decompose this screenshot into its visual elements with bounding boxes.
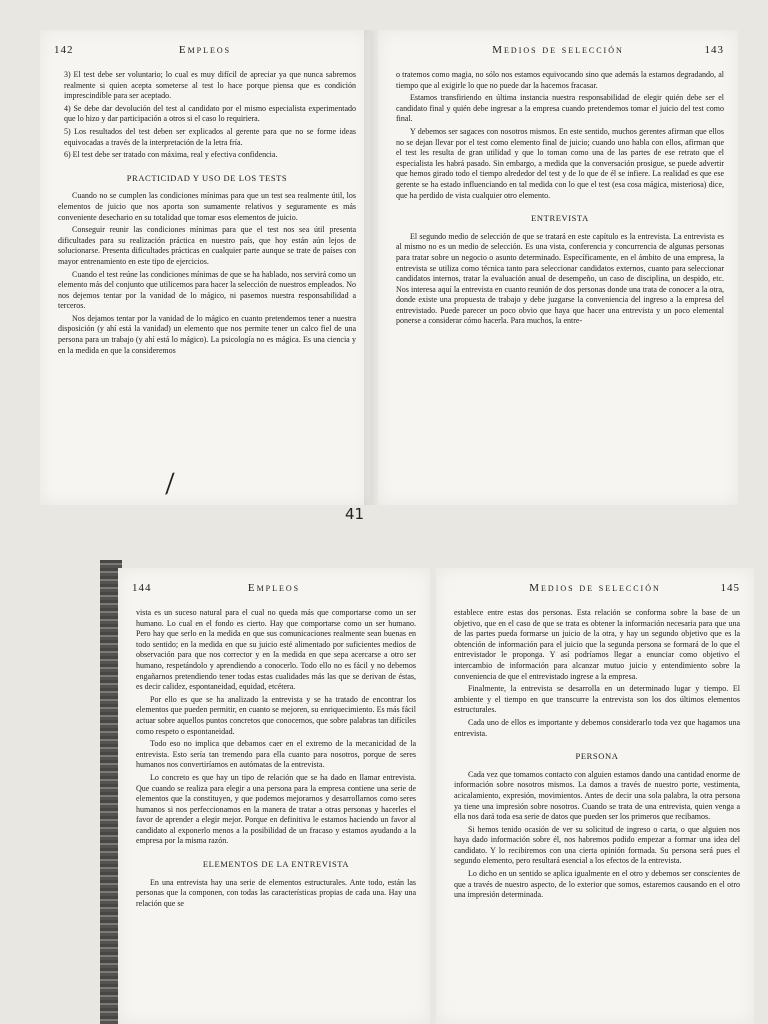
page-number: 143 bbox=[704, 44, 724, 56]
page-body bbox=[58, 70, 356, 358]
page-number: 142 bbox=[54, 44, 74, 56]
paragraph: Lo dicho en un sentido se aplica igualmente en el otro y debemos ser conscientes de que a través de nuestro aspecto, de lo exterior que somos, estaremos causando en el otro una impresión determinada. bbox=[454, 869, 740, 900]
paragraph: Finalmente, la entrevista se desarrolla en un determinado lugar y tiempo. El ambiente y el tiempo en que transcurre la entrevista son los dos últimos elementos estructurales. bbox=[454, 684, 740, 715]
page-body bbox=[454, 608, 740, 903]
list-item: 5) Los resultados del test deben ser explicados al gerente para que no se forme ideas equivocadas a través de la interpretación de la letra fría. bbox=[64, 126, 356, 147]
paragraph: En una entrevista hay una serie de elementos estructurales. Ante todo, están las personas que la componen, con todas las características propias de cada una. Hay una relación que se bbox=[136, 877, 416, 908]
paragraph: Cada vez que tomamos contacto con alguien estamos dando una cantidad enorme de información sobre nosotros mismos. La damos a través de nuestro porte, vestimenta, acicalamiento, expresión, movimientos. Antes de decir una sola palabra, la otra persona ya tiene una impresión sobre nosotros. Cuando se trata de una entrevista, quien venga a ella nos dará toda esa serie de datos que pueden ser los primeros que recibamos. bbox=[454, 769, 740, 822]
page-144 bbox=[118, 568, 430, 1024]
pen-mark-icon: ⁄ bbox=[164, 469, 176, 501]
page-145 bbox=[436, 568, 754, 1024]
paragraph: vista es un suceso natural para el cual no queda más que comportarse como un ser humano. Lo cual en el fondo es cierto. Hay que comportarse como un ser humano. Pero hay que serlo en la medida en que sus comunicaciones realmente sean buenas en todo sentido; en la medida en que su juicio esté alimentado por suficientes medios de observación para que nos corrector y en la medida en que sepa acercarse a otro ser humano, respetándolo y aprendiendo a conocerlo. Todo ello no es fácil y no debemos engañarnos pretendiendo tener todas estas cualidades más las que se derivan de éstas, es decir calidez, espontaneidad, equidad, etcétera. bbox=[136, 608, 416, 692]
paragraph: Cuando el test reúne las condiciones mínimas de que se ha hablado, nos servirá como un elemento más del conjunto que utilicemos para hacer la selección de nuestros empleados. No nos dejemos tentar por la vanidad de lo mágico, ni pasemos nuestra responsabilidad a terceros. bbox=[58, 269, 356, 311]
book-gutter-shadow bbox=[364, 30, 378, 505]
page-header bbox=[132, 582, 416, 598]
list-item: 4) Se debe dar devolución del test al candidato por el mismo especialista experimentado que lo hizo y dar participación a otros si el caso lo requiriera. bbox=[64, 103, 356, 124]
running-head: Medios de selección bbox=[492, 44, 624, 56]
page-142 bbox=[40, 30, 370, 505]
running-head: Empleos bbox=[178, 44, 232, 56]
section-heading: ELEMENTOS DE LA ENTREVISTA bbox=[202, 859, 350, 870]
paragraph: Todo eso no implica que debamos caer en el extremo de la mecanicidad de la entrevista. Esto sería tan tremendo para ella cuanto para nosotros, porque de seres humanos nos convertiríamos en autómatas de la entrevista. bbox=[136, 739, 416, 770]
list-item: 6) El test debe ser tratado con máxima, real y efectiva confidencia. bbox=[64, 150, 278, 160]
paragraph: Nos dejamos tentar por la vanidad de lo mágico en cuanto pretendemos tener a nuestra disposición (y ahí está la vanidad) un elemento que nos permite tener un calco fiel de una persona para un trabajo (y ahí está lo mágico). La psicología no es mágica. Es una ciencia y en la medida en que la consideremos bbox=[58, 313, 356, 355]
paragraph: o tratemos como magia, no sólo nos estamos equivocando sino que además la estamos degradando, al tiempo que al exigirle lo que no puede dar la hacemos fracasar. bbox=[396, 70, 724, 90]
paragraph: Si hemos tenido ocasión de ver su solicitud de ingreso o carta, o que alguien nos haya dado información sobre él, nos habremos podido empezar a formar una idea del candidato. Y lo recibiremos con una cierta opinión formada. Su persona será pues el segundo elemento, pero resultará esencial a los efectos de la entrevista. bbox=[454, 824, 740, 866]
running-head: Empleos bbox=[247, 582, 301, 594]
paragraph: El segundo medio de selección de que se tratará en este capítulo es la entrevista. La entrevista es al mismo no es un medio de selección. Es una vista, conferencia y concurrencia de algunas personas para tratar sobre un negocio o asunto determinado. Específicamente, en el ámbito de una empresa, la entrevista se utiliza como técnica tanto para seleccionar candidatos externos, cuanto para seleccionar candidatos internos, tratar la evaluación anual de desempeño, un caso de disciplina, un despido, etc. Nos interesa aquí la entrevista en cuanto reunión de dos personas donde una trata de conocer a la otra, donde existe una propuesta de trabajo y debe juzgarse la conveniencia del ingreso a la empresa del entrevistado. Puede parecer un poco obvio que haya que hacer una entrevista y un poco elemental ponerse a considerar cómo hacerla. Para muchos, la entre- bbox=[396, 231, 724, 326]
paragraph: Conseguir reunir las condiciones mínimas para que el test nos sea útil presenta dificultades para su realización práctica en nuestro país, que hoy están aún lejos de solucionarse. Presenta dificultades prácticas en cualquier parte aunque se trate de países con mayor entrenamiento en este tipo de ejercicios. bbox=[58, 225, 356, 266]
page-number: 145 bbox=[720, 582, 740, 594]
paragraph: Cada uno de ellos es importante y debemos considerarlo toda vez que hagamos una entrevista. bbox=[454, 717, 740, 738]
paragraph: Lo concreto es que hay un tipo de relación que se ha dado en llamar entrevista. Que cuando se realiza para elegir a una persona para la empresa contiene una serie de elementos que la constituyen, y que podemos mejorarnos y desarrollarnos como seres humanos si nos perfeccionamos en la manera de tratar a otras personas y hacerles el favor de aprender a elegir mejor. Porque en definitiva le estamos haciendo un favor al candidato al exponerlo menos a la posibilidad de un fracaso y estamos ayudando a la empresa por la misma razón. bbox=[136, 772, 416, 846]
paragraph: Por ello es que se ha analizado la entrevista y se ha tratado de encontrar los elementos que pueden permitir, en cuanto se mejoren, su enriquecimiento. Es más fácil actuar sobre aquellos puntos concretos que conocemos, que sobre palabras tan difíciles como respeto o espontaneidad. bbox=[136, 694, 416, 736]
test-conditions-list bbox=[58, 70, 356, 161]
list-item: 3) El test debe ser voluntario; lo cual es muy difícil de apreciar ya que nunca sabremos realmente si quien acepta someterse al test lo hace porque piensa que es condición imprescindible para ser aceptado. bbox=[64, 70, 356, 101]
page-header bbox=[392, 44, 724, 60]
paragraph: Cuando no se cumplen las condiciones mínimas para que un test sea realmente útil, los elementos de juicio que nos aporta son sumamente relativos y seguramente es más conveniente desechario en su totalidad que tomar esos elementos de juicio. bbox=[58, 191, 356, 222]
section-heading: PRACTICIDAD Y USO DE LOS TESTS bbox=[126, 172, 288, 183]
paragraph: Y debemos ser sagaces con nosotros mismos. En este sentido, muchos gerentes afirman que ellos no se dejan llevar por el test como elemento final de juicio; cuando uno habla con ellos, afirman que el test les resulta de gran utilidad y que lo toman como una de las partes de ese retrato que el especialista les habrá pasado. Sin embargo, a medida que la conversación prosigue, se puede advertir que hemos girado todo el tiempo alrededor del test y de lo que de él se infiere. La realidad es que ese gerente se ha estado influenciando en tal medida con lo que el test (esa cosa mágica, misteriosa) dice, que ha perdido de vista cualquier otro elemento. bbox=[396, 126, 724, 200]
section-heading: PERSONA bbox=[575, 751, 619, 762]
page-number: 144 bbox=[132, 582, 152, 594]
page-header bbox=[450, 582, 740, 598]
running-head: Medios de selección bbox=[529, 582, 661, 594]
page-body bbox=[136, 608, 416, 911]
paragraph: establece entre estas dos personas. Esta relación se conforma sobre la base de un objetivo, que en el caso de que se trata es obtener la información necesaria para que una de las partes pueda formarse un juicio de la otra, y hay un segundo objetivo que es la obtención de información para el juicio que la segunda persona se formará de lo que el entrevistador le proponga. Y así podríamos llegar a enunciar como objetivo el intercambio de información para alcanzar mutuo juicio y entendimiento sobre la conveniencia de que el entrevistado ingrese a la empresa. bbox=[454, 608, 740, 681]
page-header bbox=[54, 44, 356, 60]
section-heading: ENTREVISTA bbox=[531, 213, 589, 224]
page-143 bbox=[378, 30, 738, 505]
page-stamp: 41 bbox=[345, 505, 365, 523]
paragraph: Estamos transfiriendo en última instancia nuestra responsabilidad de elegir quién debe ser el candidato final y quién debe ingresar a la empresa cuando pretendemos tomar el juicio del test como final. bbox=[396, 93, 724, 124]
page-body bbox=[396, 70, 724, 329]
